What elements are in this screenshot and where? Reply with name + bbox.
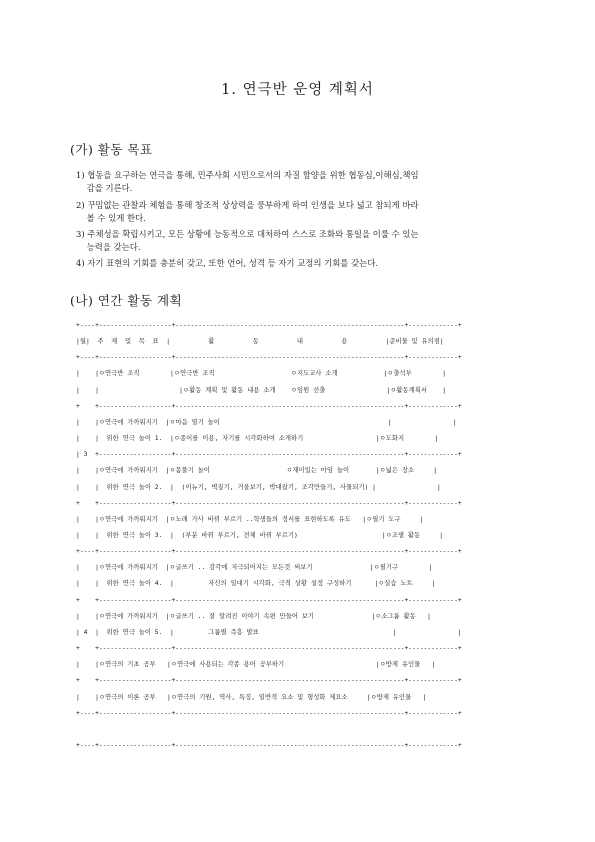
table-line: | |ㅇ연극에 가까워지기 |ㅇ마음 열기 놀이 | | [76, 418, 457, 426]
table-line: +----+-------------------+------------------------------------------------------------+-------------+ [76, 741, 462, 749]
goal-line: 감을 기른다. [76, 183, 133, 193]
goal-line: 3) 주체성을 확립시키고, 모든 상황에 능동적으로 대처하여 스스로 조화와 통일을 이룰 수 있는 [76, 229, 419, 239]
plan-heading: (나) 연간 활동 계획 [70, 293, 183, 308]
table-line: | |ㅇ연극의 기초 공부 |ㅇ연극에 사용되는 각종 용어 공부하기 |ㅇ방제 유인물 | [76, 661, 436, 669]
table-line: | 3 +-------------------+------------------------------------------------------------+-------------+ [76, 451, 462, 459]
table-line: |월| 주 제 및 목 표 | 활 동 내 용 |준비물 및 유의점| [76, 338, 444, 346]
goal-line: 1) 협동을 요구하는 연극을 통해, 민주사회 시민으로서의 자질 함양을 위한 협동심,이해심,책임 [76, 170, 419, 180]
table-line: + +-------------------+------------------------------------------------------------+-------------+ [76, 402, 462, 410]
table-line: | |ㅇ연극에 가까워지기 |ㅇ노래 가사 바꿔 부르기 ..학생들의 정서를 표현하도록 유도 |ㅇ필기 도구 | [76, 515, 424, 523]
table-line: | | 위한 연극 놀이 1. |ㅇ종이를 이용, 자기를 시각화하여 소개하기 |ㅇ도화지 | [76, 435, 439, 442]
table-line: + +-------------------+------------------------------------------------------------+-------------+ [76, 677, 462, 685]
table-line: | | 위한 연극 놀이 4. | 자신의 일대기 시각화, 극적 상황 설정 구성하기 |ㅇ실습 노트 | [76, 580, 436, 588]
table-line: | | 위한 연극 놀이 3. | (부분 바꿔 부르기, 전체 바꿔 부르기) |ㅇ조별 활동 | [76, 532, 444, 539]
table-line: + +-------------------+------------------------------------------------------------+-------------+ [76, 596, 462, 604]
document-title: 1. 연극반 운영 계획서 [221, 82, 374, 98]
goals-heading: (가) 활동 목표 [70, 142, 153, 157]
goal-line: 볼 수 있게 한다. [76, 213, 146, 223]
table-line: | |ㅇ연극에 가까워지기 |ㅇ몸풀기 놀이 ㅇ재미있는 마임 놀이 |ㅇ넓은 장소 | [76, 467, 438, 475]
table-line: | 4 | 위한 연극 놀이 5. | 그룹별 즉흥 발표 | | [76, 628, 462, 636]
table-line: + +-------------------+------------------------------------------------------------+-------------+ [76, 499, 462, 507]
table-line: | | 위한 연극 놀이 2. | (이뉴기, 벽짚기, 거울보기, 박대잡기, 조각만들기, 사물되기) | | [76, 483, 441, 491]
table-line: | | |ㅇ활동 계획 및 활동 내용 소개 ㅇ임원 선출 |ㅇ활동계획서 | [76, 386, 447, 394]
table-line: | |ㅇ연극반 조직 |ㅇ연극반 조직 ㅇ지도교사 소개 |ㅇ출석부 | [76, 370, 447, 378]
goal-line: 능력을 갖는다. [76, 242, 141, 252]
goal-line: 2) 꾸밈없는 관찰과 체험을 통해 창조적 상상력을 풍부하게 하여 인생을 보다 넓고 참되게 바라 [76, 200, 419, 210]
table-line: | |ㅇ연극에 가까워지기 |ㅇ글쓰기 .. 감각에 자극되어지는 모든것 써보기 |ㅇ필기구 | [76, 564, 433, 572]
table-line: + +-------------------+------------------------------------------------------------+-------------+ [76, 645, 462, 652]
table-line: +----+-------------------+------------------------------------------------------------+-------------+ [76, 354, 462, 362]
table-line: +----+-------------------+------------------------------------------------------------+-------------+ [76, 322, 462, 329]
table-line: | |ㅇ연극에 가까워지기 |ㅇ글쓰기 .. 잘 알려진 이야기 속편 만들어 보기 |ㅇ소그룹 활동 | [76, 612, 431, 620]
table-line: +----+-------------------+------------------------------------------------------------+-------------+ [76, 548, 462, 556]
table-line: | |ㅇ연극의 이론 공부 |ㅇ연극의 기원, 역사, 특징, 일반적 요소 및 형성화 제요소 |ㅇ방제 유인물 | [76, 693, 427, 701]
table-line: +----+-------------------+------------------------------------------------------------+-------------+ [76, 709, 462, 717]
goal-line: 4) 자기 표현의 기회를 충분히 갖고, 또한 언어, 성격 등 자기 교정의 기회를 갖는다. [76, 258, 378, 268]
